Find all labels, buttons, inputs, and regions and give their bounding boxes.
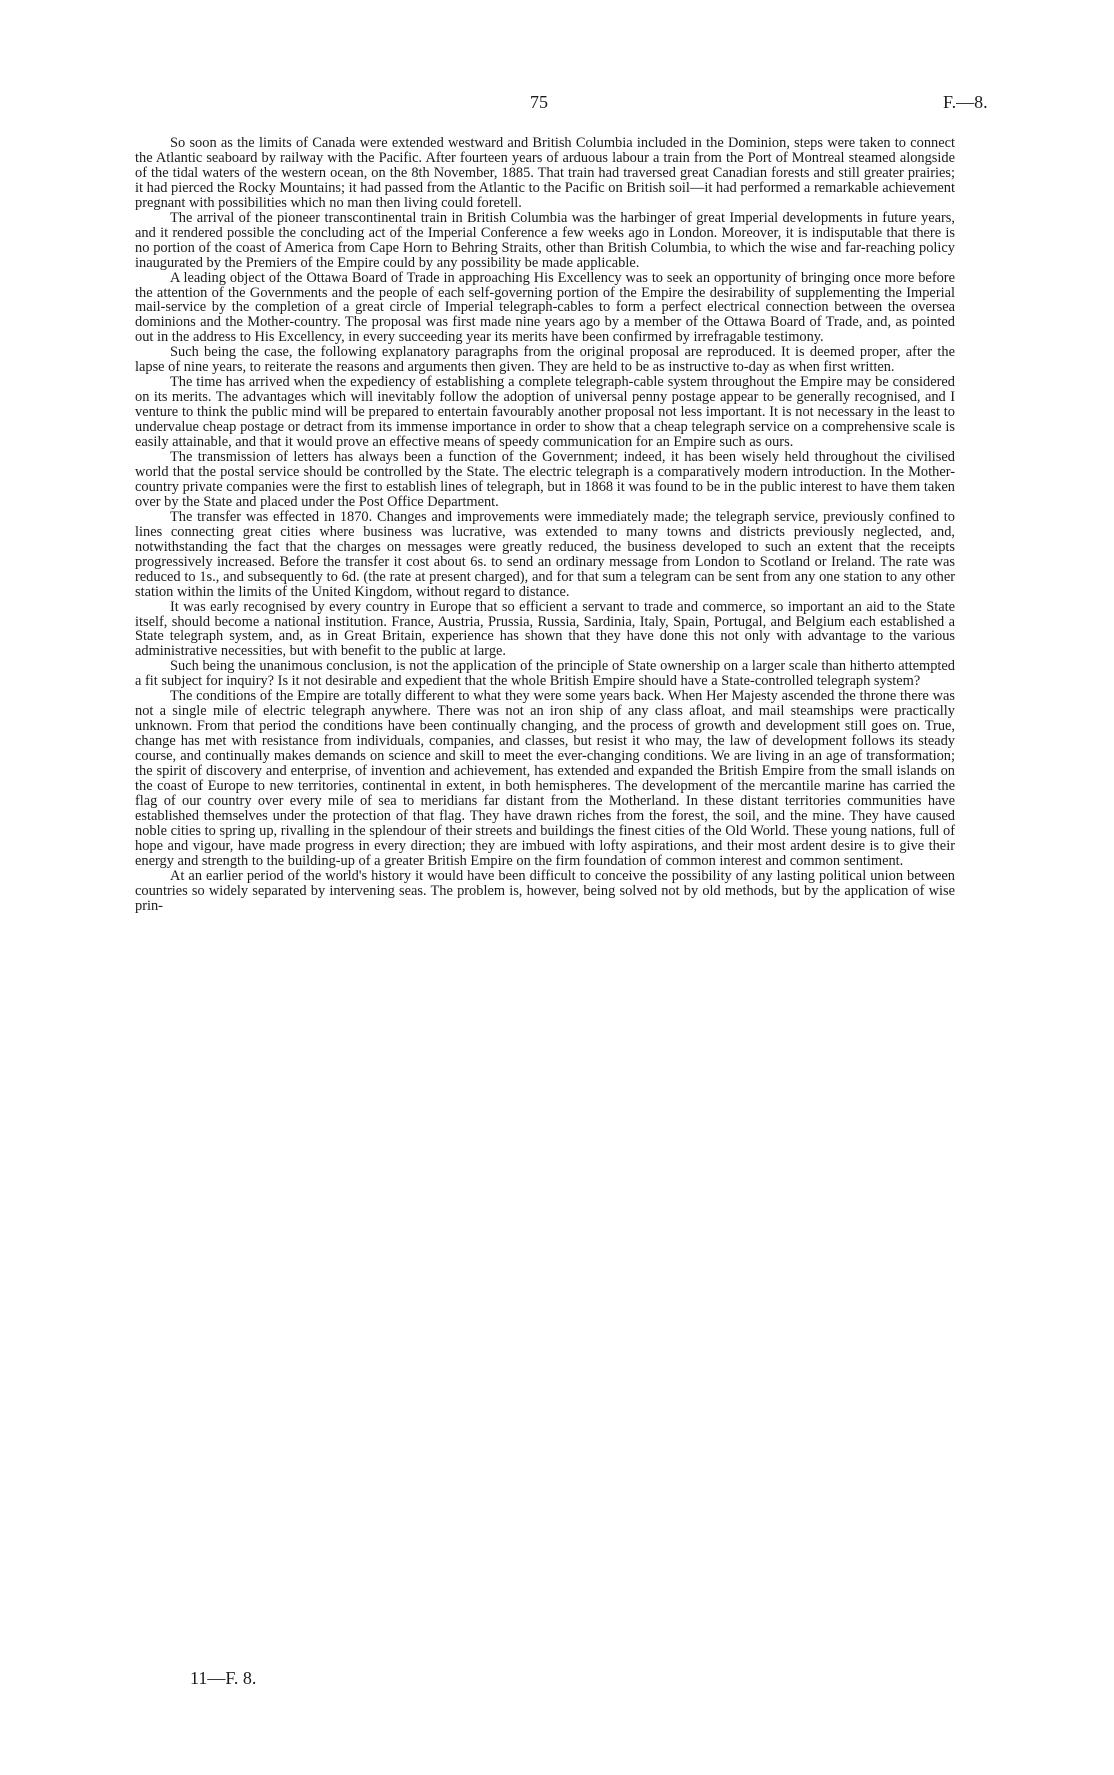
paragraph: The time has arrived when the expediency of establishing a complete telegraph-cable system throughout the Empire may be considered on its merits. The advantages which will inevitably follow the adoption of universal penny postage appear to be generally recognised, and I venture to think the public mind will be prepared to entertain favourably another proposal not less important. It is not necessary in the least to undervalue cheap postage or detract from its immense importance in order to show that a cheap telegraph service on a comprehensive scale is easily attainable, and that it would prove an effective means of speedy communication for an Empire such as ours. <box>135 374 955 451</box>
paper-reference: F.—8. <box>943 92 988 112</box>
body-text <box>135 136 955 914</box>
page-header <box>0 92 1114 116</box>
page-number: 75 <box>530 92 548 112</box>
paragraph: The conditions of the Empire are totally different to what they were some years back. When Her Majesty ascended the throne there was not a single mile of electric telegraph anywhere. There was not an iron ship of any class afloat, and mail steamships were practically unknown. From that period the conditions have been continually changing, and the process of growth and development still goes on. True, change has met with resistance from individuals, companies, and classes, but resist it who may, the law of development follows its steady course, and continually makes demands on science and skill to meet the ever-changing conditions. We are living in an age of transformation; the spirit of discovery and enterprise, of invention and achievement, has extended and expanded the British Empire from the small islands on the coast of Europe to new territories, continental in extent, in both hemispheres. The development of the mercantile marine has carried the flag of our country over every mile of sea to meridians far distant from the Motherland. In these distant territories communities have established themselves under the protection of that flag. They have drawn riches from the forest, the soil, and the mine. They have caused noble cities to spring up, rivalling in the splendour of their streets and buildings the finest cities of the Old World. These young nations, full of hope and vigour, have made progress in every direction; they are imbued with lofty aspirations, and their most ardent desire is to give their energy and strength to the building-up of a greater British Empire on the firm foundation of common interest and common sentiment. <box>135 688 955 869</box>
paragraph: A leading object of the Ottawa Board of Trade in approaching His Excellency was to seek an opportunity of bringing once more before the attention of the Governments and the people of each self-governing portion of the Empire the desirability of supplementing the Imperial mail-service by the completion of a great circle of Imperial telegraph-cables to form a perfect electrical connection between the oversea dominions and the Mother-country. The proposal was first made nine years ago by a member of the Ottawa Board of Trade, and, as pointed out in the address to His Excellency, in every succeeding year its merits have been confirmed by irrefragable testimony. <box>135 269 955 346</box>
paragraph: Such being the unanimous conclusion, is not the application of the principle of State ownership on a larger scale than hitherto attempted a fit subject for inquiry? Is it not desirable and expedient that the whole British Empire should have a State-controlled telegraph system? <box>135 658 955 690</box>
paragraph: At an earlier period of the world's history it would have been difficult to conceive the possibility of any lasting political union between countries so widely separated by intervening seas. The problem is, however, being solved not by old methods, but by the application of wise prin- <box>135 867 955 914</box>
signature-mark: 11—F. 8. <box>190 1668 257 1688</box>
paragraph: Such being the case, the following explanatory paragraphs from the original proposal are reproduced. It is deemed proper, after the lapse of nine years, to reiterate the reasons and arguments then given. They are held to be as instructive to-day as when first written. <box>135 344 955 376</box>
paragraph: The transfer was effected in 1870. Changes and improvements were immediately made; the telegraph service, previously confined to lines connecting great cities where business was lucrative, was extended to many towns and districts previously neglected, and, notwithstanding the fact that the charges on messages were greatly reduced, the business developed to such an extent that the receipts progressively increased. Before the transfer it cost about 6s. to send an ordinary message from London to Scotland or Ireland. The rate was reduced to 1s., and subsequently to 6d. (the rate at present charged), and for that sum a telegram can be sent from any one station to any other station within the limits of the United Kingdom, without regard to distance. <box>135 508 955 600</box>
paragraph: It was early recognised by every country in Europe that so efficient a servant to trade and commerce, so important an aid to the State itself, should become a national institution. France, Austria, Prussia, Russia, Sardinia, Italy, Spain, Portugal, and Belgium each established a State telegraph system, and, as in Great Britain, experience has shown that they have done this not only with advantage to the various administrative necessities, but with benefit to the public at large. <box>135 598 955 660</box>
paragraph: The transmission of letters has always been a function of the Government; indeed, it has been wisely held throughout the civilised world that the postal service should be controlled by the State. The electric telegraph is a comparatively modern introduction. In the Mother-country private companies were the first to establish lines of telegraph, but in 1868 it was found to be in the public interest to have them taken over by the State and placed under the Post Office Department. <box>135 449 955 510</box>
paragraph: So soon as the limits of Canada were extended westward and British Columbia included in the Dominion, steps were taken to connect the Atlantic seaboard by railway with the Pacific. After fourteen years of arduous labour a train from the Port of Montreal steamed alongside of the tidal waters of the western ocean, on the 8th November, 1885. That train had traversed great Canadian forests and still greater prairies; it had pierced the Rocky Mountains; it had passed from the Atlantic to the Pacific on British soil—it had performed a remarkable achievement pregnant with possibilities which no man then living could foretell. <box>135 135 955 211</box>
paragraph: The arrival of the pioneer transcontinental train in British Columbia was the harbinger of great Imperial developments in future years, and it rendered possible the concluding act of the Imperial Conference a few weeks ago in London. Moreover, it is indisputable that there is no portion of the coast of America from Cape Horn to Behring Straits, other than British Columbia, to which the wise and far-reaching policy inaugurated by the Premiers of the Empire could by any possibility be made applicable. <box>135 209 955 271</box>
